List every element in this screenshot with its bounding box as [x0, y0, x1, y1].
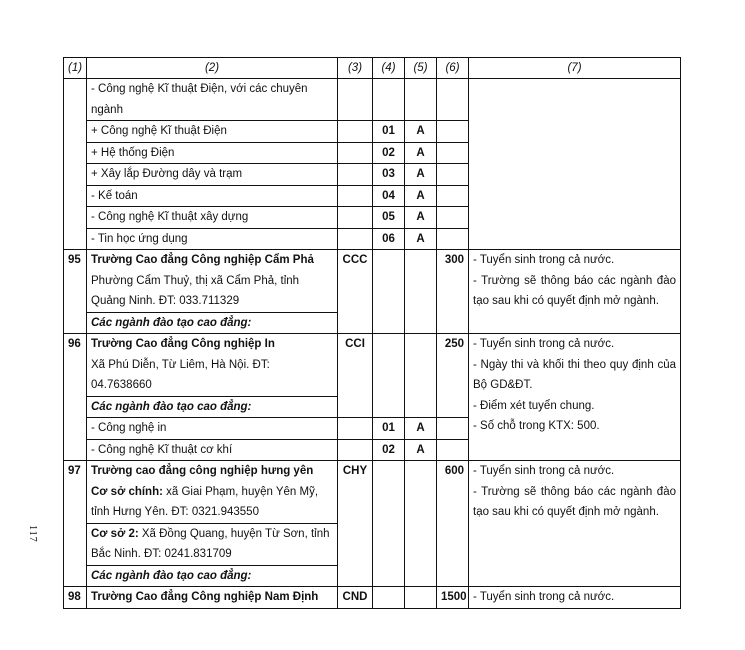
school-name: Trường Cao đẳng Công nghiệp In — [91, 338, 275, 350]
cell-notes — [469, 228, 681, 250]
majors-title — [87, 396, 338, 418]
cell-code — [338, 142, 373, 164]
note-line: - Tuyển sinh trong cả nước. — [473, 591, 615, 603]
school-number: 96 — [64, 334, 87, 461]
cell-code — [338, 79, 373, 121]
major-block: A — [405, 185, 437, 207]
cell-num — [64, 185, 87, 207]
major-block: A — [405, 164, 437, 186]
note-line: - Tuyển sinh trong cả nước. — [473, 338, 615, 350]
major-name: - Công nghệ in — [87, 418, 338, 440]
cell-notes — [469, 185, 681, 207]
major-name: - Tin học ứng dụng — [87, 228, 338, 250]
campus1-address: xã Giai Phạm, huyện Yên Mỹ, tỉnh Hưng Yên. ĐT: 0321.943550 — [91, 485, 319, 518]
campus1-label: Cơ sở chính: — [91, 485, 163, 498]
table-row — [64, 121, 681, 143]
major-block: A — [405, 142, 437, 164]
table-row — [64, 164, 681, 186]
major-name: + Xây lắp Đường dây và trạm — [87, 164, 338, 186]
cell-major-code — [373, 334, 405, 418]
cell-quota — [437, 185, 469, 207]
majors-title — [87, 565, 338, 587]
major-block: A — [405, 418, 437, 440]
cell-notes — [469, 207, 681, 229]
cell-block — [405, 250, 437, 334]
cell-notes — [469, 164, 681, 186]
campus2-address: Xã Đồng Quang, huyện Từ Sơn, tỉnh Bắc Ninh. ĐT: 0241.831709 — [91, 527, 330, 560]
cell-code — [338, 207, 373, 229]
header-col-2: (2) — [87, 58, 338, 79]
major-block: A — [405, 228, 437, 250]
cell-num — [64, 79, 87, 121]
cell-notes — [469, 142, 681, 164]
majors-title-text: Các ngành đào tạo cao đẳng: — [91, 569, 252, 582]
majors-title — [87, 312, 338, 334]
page-number: 117 — [27, 525, 38, 543]
school-info — [87, 250, 338, 313]
major-code — [373, 79, 405, 121]
major-code: 02 — [373, 439, 405, 461]
cell-num — [64, 121, 87, 143]
major-name: - Kế toán — [87, 185, 338, 207]
campus2-label: Cơ sở 2: — [91, 527, 139, 540]
cell-code — [338, 185, 373, 207]
table-row — [64, 185, 681, 207]
header-col-5: (5) — [405, 58, 437, 79]
cell-code — [338, 439, 373, 461]
header-row — [64, 58, 681, 79]
school-notes — [469, 334, 681, 461]
school-code: CHY — [338, 461, 373, 587]
major-name: - Công nghệ Kĩ thuật cơ khí — [87, 439, 338, 461]
note-line: - Tuyển sinh trong cả nước. — [473, 465, 615, 477]
school-notes — [469, 587, 681, 609]
school-quota: 600 — [437, 461, 469, 587]
major-name: - Công nghệ Kĩ thuật xây dựng — [87, 207, 338, 229]
school-info — [87, 461, 338, 566]
cell-quota — [437, 418, 469, 440]
majors-title-text: Các ngành đào tạo cao đẳng: — [91, 316, 252, 329]
school-code: CCC — [338, 250, 373, 334]
school-info — [87, 587, 338, 609]
school-quota: 250 — [437, 334, 469, 418]
cell-quota — [437, 142, 469, 164]
major-name: + Hệ thống Điện — [87, 142, 338, 164]
cell-num — [64, 142, 87, 164]
cell-block — [405, 587, 437, 609]
major-code: 01 — [373, 121, 405, 143]
major-code: 03 — [373, 164, 405, 186]
cell-block — [405, 334, 437, 418]
admissions-table — [63, 57, 681, 609]
major-code: 02 — [373, 142, 405, 164]
note-line: - Ngày thi và khối thi theo quy định của Bộ GD&ĐT. — [473, 358, 676, 391]
header-col-7: (7) — [469, 58, 681, 79]
cell-major-code — [373, 587, 405, 609]
cell-num — [64, 228, 87, 250]
cell-code — [338, 418, 373, 440]
major-code: 06 — [373, 228, 405, 250]
cell-code — [338, 228, 373, 250]
school-number: 98 — [64, 587, 87, 609]
school-code: CND — [338, 587, 373, 609]
majors-title-text: Các ngành đào tạo cao đẳng: — [91, 400, 252, 413]
table-row — [64, 79, 681, 121]
school-address: Phường Cẩm Thuỷ, thị xã Cẩm Phả, tỉnh Quảng Ninh. ĐT: 033.711329 — [91, 274, 300, 307]
table-row — [64, 587, 681, 609]
school-notes — [469, 250, 681, 334]
school-quota: 300 — [437, 250, 469, 334]
table-row — [64, 250, 681, 313]
cell-quota — [437, 439, 469, 461]
school-notes — [469, 461, 681, 587]
major-name: + Công nghệ Kĩ thuật Điện — [87, 121, 338, 143]
table-row — [64, 461, 681, 566]
cell-quota — [437, 121, 469, 143]
header-col-4: (4) — [373, 58, 405, 79]
note-line: - Trường sẽ thông báo các ngành đào tạo sau khi có quyết định mở ngành. — [473, 485, 676, 518]
header-col-6: (6) — [437, 58, 469, 79]
cell-quota — [437, 79, 469, 121]
cell-quota — [437, 228, 469, 250]
cell-code — [338, 121, 373, 143]
school-quota: 1500 — [437, 587, 469, 609]
table-row — [64, 228, 681, 250]
table-row — [64, 207, 681, 229]
cell-quota — [437, 207, 469, 229]
cell-code — [338, 164, 373, 186]
major-code: 01 — [373, 418, 405, 440]
major-code: 05 — [373, 207, 405, 229]
cell-notes — [469, 121, 681, 143]
major-block — [405, 79, 437, 121]
cell-major-code — [373, 250, 405, 334]
major-block: A — [405, 207, 437, 229]
major-block: A — [405, 439, 437, 461]
school-info — [87, 334, 338, 397]
note-line: - Tuyển sinh trong cả nước. — [473, 254, 615, 266]
note-line: - Số chỗ trong KTX: 500. — [473, 420, 600, 432]
school-name: Trường cao đẳng công nghiệp hưng yên — [91, 465, 314, 477]
cell-quota — [437, 164, 469, 186]
cell-num — [64, 207, 87, 229]
major-code: 04 — [373, 185, 405, 207]
school-name: Trường Cao đẳng Công nghiệp Nam Định — [91, 591, 319, 603]
table-row — [64, 334, 681, 397]
table-row — [64, 142, 681, 164]
school-address: Xã Phú Diễn, Từ Liêm, Hà Nội. ĐT: 04.7638660 — [91, 358, 270, 391]
major-block: A — [405, 121, 437, 143]
cell-num — [64, 164, 87, 186]
school-code: CCI — [338, 334, 373, 418]
header-col-1: (1) — [64, 58, 87, 79]
school-name: Trường Cao đẳng Công nghiệp Cẩm Phả — [91, 254, 314, 266]
cell-block — [405, 461, 437, 587]
school-number: 95 — [64, 250, 87, 334]
header-col-3: (3) — [338, 58, 373, 79]
note-line: - Trường sẽ thông báo các ngành đào tạo sau khi có quyết định mở ngành. — [473, 274, 676, 307]
note-line: - Điểm xét tuyển chung. — [473, 399, 595, 412]
cell-notes — [469, 79, 681, 121]
cell-major-code — [373, 461, 405, 587]
major-name: - Công nghệ Kĩ thuật Điện, với các chuyên ngành — [87, 79, 338, 121]
school-number: 97 — [64, 461, 87, 587]
